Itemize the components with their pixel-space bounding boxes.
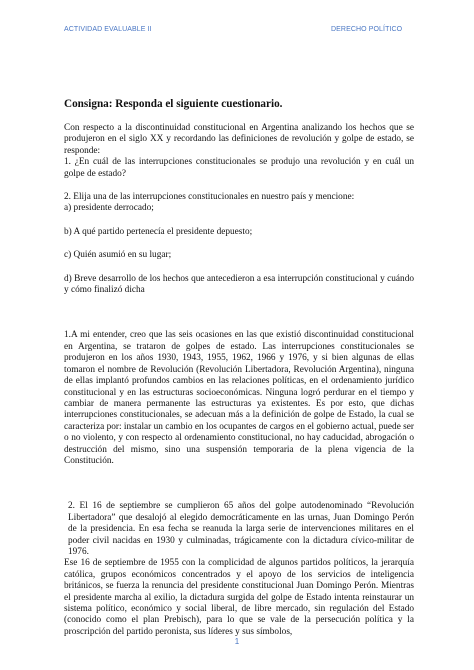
question-2b: b) A qué partido pertenecía el presidente depuesto; [64,226,253,237]
answer-2-paragraph-1: 2. El 16 de septiembre se cumplieron 65 años del golpe autodenominado “Revolución Libertadora” que desalojó al elegido democráticamente en las urnas, Juan Domingo Perón de la presidencia. En esa fecha se reanuda la larga serie de intervenciones militares en el poder civil nacidas en 1930 y culminadas, trágicamente con la dictadura cívico-militar de 1976. [68,501,414,557]
spacer [64,180,414,192]
spacer [64,262,414,274]
header-subject-left: ACTIVIDAD EVALUABLE II [64,26,152,33]
question-2a: a) presidente derrocado; [64,203,154,214]
header-course-right: DERECHO POLÍTICO [331,26,403,33]
spacer [64,215,414,227]
question-2: 2. Elija una de las interrupciones constitucionales en nuestro país y mencione: [64,192,355,203]
document-body [64,98,414,638]
page-number: 1 [234,637,240,646]
spacer [64,296,414,330]
assignment-title: Consigna: Responda el siguiente cuestionario. [64,98,283,110]
spacer [64,111,414,123]
answer-1: 1.A mi entender, creo que las seis ocasiones en las que existió discontinuidad constitucional en Argentina, se trataron de golpes de estado. Las interrupciones constitucionales se produjeron en los años 1930, 1943, 1955, 1962, 1966 y 1976, y si bien algunas de ellas tomaron el nombre de Revolución (Revolución Libertadora, Revolución Argentina), ninguna de ellas implantó profundos cambios en las relaciones políticas, en el ordenamiento jurídico constitucional y en las estructuras socioeconómicas. Ninguna logró perdurar en el tiempo y cambiar de manera permanente las estructuras ya existentes. Es por esto, que dichas interrupciones constitucionales, se adecuan más a la definición de golpe de Estado, la cual se caracteriza por: instalar un cambio en los ocupantes de cargos en el gobierno actual, puede ser o no violento, y con respecto al ordenamiento constitucional, no hay caducidad, abrogación o destrucción del mismo, sino una suspensión temporaria de la plena vigencia de la Constitución. [64,330,414,466]
answer-2-paragraph-2: Ese 16 de septiembre de 1955 con la complicidad de algunos partidos políticos, la jerarquía católica, grupos económicos concentrados y el apoyo de los servicios de inteligencia británicos, se fuerza la renuncia del presidente constitucional Juan Domingo Perón. Mientras el presidente marcha al exilio, la dictadura surgida del golpe de Estado intenta reinstaurar un sistema político, económico y social liberal, de libre mercado, sin regulación del Estado (conocido como el plan Prebisch), para lo que se vale de la persecución política y la proscripción del partido peronista, sus líderes y sus símbolos, [64,558,414,637]
intro-paragraph: Con respecto a la discontinuidad constitucional en Argentina analizando los hechos que se produjeron en el siglo XX y recordando las definiciones de revolución y golpe de estado, se responde: [64,123,414,156]
question-2c: c) Quién asumió en su lugar; [64,250,172,261]
question-1: 1. ¿En cuál de las interrupciones constitucionales se produjo una revolución y en cuál un golpe de estado? [64,157,414,179]
spacer [64,238,414,250]
question-2d: d) Breve desarrollo de los hechos que antecedieron a esa interrupción constitucional y cuándo y cómo finalizó dicha [64,273,414,296]
spacer [64,467,414,501]
